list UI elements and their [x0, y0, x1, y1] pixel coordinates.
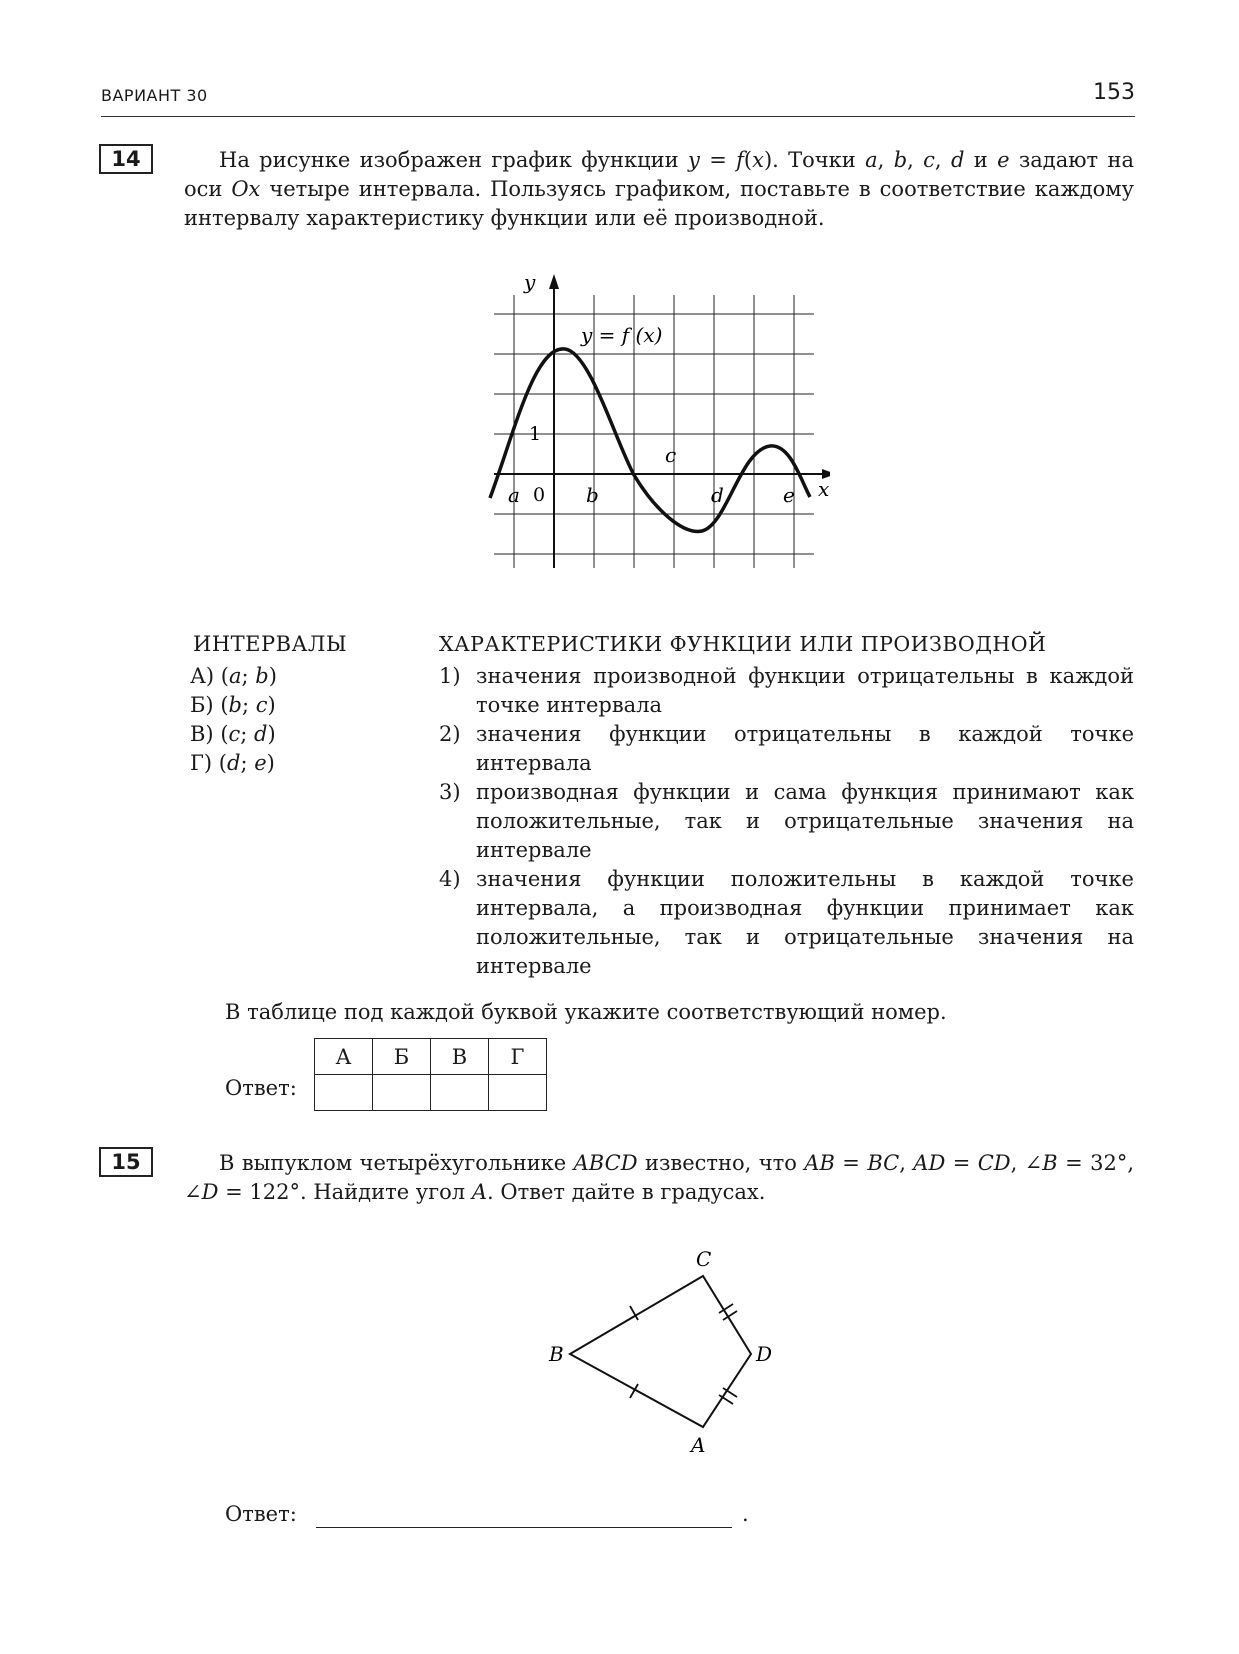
task-14-number: 14 [111, 147, 141, 171]
t14-var: e [997, 148, 1010, 172]
intervals-heading: ИНТЕРВАЛЫ [193, 632, 348, 656]
interval-paren: ) [266, 751, 275, 775]
characteristic-number: 2) [439, 722, 461, 746]
t14-var: a [865, 148, 878, 172]
t14-var: b [893, 148, 908, 172]
t15-text: , ∠ [1010, 1151, 1043, 1175]
t14-var: x [752, 148, 764, 172]
t15-var: CD [977, 1151, 1011, 1175]
task-14-answer-label: Ответ: [225, 1076, 297, 1100]
t15-var: AB [804, 1151, 835, 1175]
answer-cell-b[interactable] [373, 1075, 431, 1111]
characteristic-number: 1) [439, 664, 461, 688]
t14-text: = [699, 148, 737, 172]
task-14-instruction: В таблице под каждой буквой укажите соответствующий номер. [225, 1000, 947, 1024]
t15-text: . Ответ дайте в градусах. [487, 1180, 766, 1204]
interval-paren: ) [268, 664, 277, 688]
function-label: y = f (x) [581, 323, 663, 347]
point-d-label: d [711, 483, 724, 507]
origin-label: 0 [533, 484, 546, 506]
intervals-list [190, 662, 277, 778]
interval-paren: ( [220, 664, 229, 688]
header-rule [101, 116, 1135, 117]
vertex-b-label: B [549, 1342, 564, 1366]
answer-cell-v[interactable] [431, 1075, 489, 1111]
characteristic-item [439, 662, 1134, 720]
characteristic-text: производная функции и сама функция принимают как положительные, так и отрицательные значения на интервале [476, 780, 1134, 862]
t14-var: y [687, 148, 700, 172]
interval-end: e [254, 751, 267, 775]
t15-text: , [899, 1151, 914, 1175]
interval-item [190, 720, 277, 749]
t15-text: известно, что [637, 1151, 805, 1175]
interval-item [190, 662, 277, 691]
characteristic-text: значения производной функции отрицательны в каждой точке интервала [476, 664, 1134, 717]
function-graph [470, 265, 830, 575]
running-header-variant: ВАРИАНТ 30 [101, 86, 208, 105]
t14-var: Ox [231, 177, 261, 201]
t15-var: B [1042, 1151, 1058, 1175]
t15-text: В выпуклом четырёхугольнике [219, 1151, 574, 1175]
t15-var: ABCD [573, 1151, 638, 1175]
interval-start: d [227, 751, 241, 775]
answer-cell-g[interactable] [489, 1075, 547, 1111]
interval-paren: ( [220, 693, 229, 717]
t15-text: = 32°, ∠ [184, 1151, 1135, 1204]
characteristic-item [439, 865, 1134, 981]
task-15-answer-period: . [742, 1502, 749, 1526]
t14-text: , [934, 148, 951, 172]
interval-end: b [255, 664, 269, 688]
characteristics-heading: ХАРАКТЕРИСТИКИ ФУНКЦИИ ИЛИ ПРОИЗВОДНОЙ [439, 632, 1047, 656]
interval-letter: А) [190, 664, 215, 688]
t15-var: D [201, 1180, 219, 1204]
t14-var: f [736, 148, 744, 172]
task-15-answer-label: Ответ: [225, 1502, 297, 1526]
task-15-number: 15 [111, 1150, 141, 1174]
point-e-label: e [783, 483, 795, 507]
characteristic-number: 3) [439, 780, 461, 804]
answer-table-header: Г [489, 1039, 547, 1075]
t14-text: задают на оси [184, 148, 1135, 201]
task-15-answer-line[interactable] [316, 1500, 732, 1528]
t15-text: = [945, 1151, 978, 1175]
vertex-c-label: C [696, 1247, 712, 1271]
interval-start: c [228, 722, 241, 746]
characteristic-text: значения функции положительны в каждой точке интервала, а производная функции принимает как положительные, так и отрицательные значения на интервале [476, 867, 1134, 978]
t15-var: A [471, 1180, 487, 1204]
interval-item [190, 749, 277, 778]
answer-cell-a[interactable] [315, 1075, 373, 1111]
point-b-label: b [586, 483, 599, 507]
task-15-statement [184, 1149, 1134, 1207]
characteristic-number: 4) [439, 867, 461, 891]
interval-paren: ( [220, 722, 229, 746]
y-axis-label: y [524, 270, 536, 294]
interval-sep: ; [241, 693, 256, 717]
task-14-statement [184, 146, 1134, 233]
characteristic-item [439, 720, 1134, 778]
quadrilateral-abcd [570, 1276, 751, 1427]
t14-text: и [964, 148, 998, 172]
point-a-label: a [508, 483, 520, 507]
t14-text: , [877, 148, 894, 172]
x-axis-label: x [818, 477, 830, 501]
point-c-label: c [665, 443, 677, 467]
interval-end: d [254, 722, 268, 746]
interval-end: c [255, 693, 268, 717]
quadrilateral-figure [540, 1245, 790, 1460]
t14-text: На рисунке изображен график функции [219, 148, 688, 172]
y-axis-arrow [549, 274, 559, 289]
interval-start: b [228, 693, 242, 717]
characteristic-text: значения функции отрицательны в каждой точке интервала [476, 722, 1134, 775]
interval-paren: ( [218, 751, 227, 775]
t15-text: = 122°. Найдите угол [218, 1180, 472, 1204]
t14-var: d [950, 148, 965, 172]
t15-text: = [834, 1151, 868, 1175]
task-15-number-box [99, 1147, 153, 1177]
interval-paren: ) [267, 693, 276, 717]
answer-table-header-row [315, 1039, 547, 1075]
t14-text: четыре интервала. Пользуясь графиком, поставьте в соответствие каждому интервалу характеристику функции или её производной. [184, 177, 1135, 230]
interval-letter: Б) [190, 693, 214, 717]
t15-var: BC [867, 1151, 900, 1175]
interval-item [190, 691, 277, 720]
task-14-number-box [99, 144, 153, 174]
t14-text: ). Точки [763, 148, 866, 172]
interval-sep: ; [241, 664, 256, 688]
vertex-a-label: A [691, 1433, 706, 1457]
answer-table-header: В [431, 1039, 489, 1075]
interval-paren: ) [267, 722, 276, 746]
interval-sep: ; [240, 722, 255, 746]
interval-sep: ; [240, 751, 255, 775]
page-number: 153 [1093, 80, 1135, 105]
vertex-d-label: D [756, 1342, 773, 1366]
answer-table-header: Б [373, 1039, 431, 1075]
interval-letter: В) [190, 722, 214, 746]
t15-var: AD [913, 1151, 946, 1175]
interval-letter: Г) [190, 751, 213, 775]
answer-table-input-row [315, 1075, 547, 1111]
t14-var: c [923, 148, 935, 172]
tick-one-label: 1 [529, 423, 542, 445]
answer-table-header: А [315, 1039, 373, 1075]
interval-start: a [229, 664, 242, 688]
characteristic-item [439, 778, 1134, 865]
t14-text: ( [743, 148, 753, 172]
t14-text: , [907, 148, 924, 172]
answer-table [314, 1038, 547, 1111]
